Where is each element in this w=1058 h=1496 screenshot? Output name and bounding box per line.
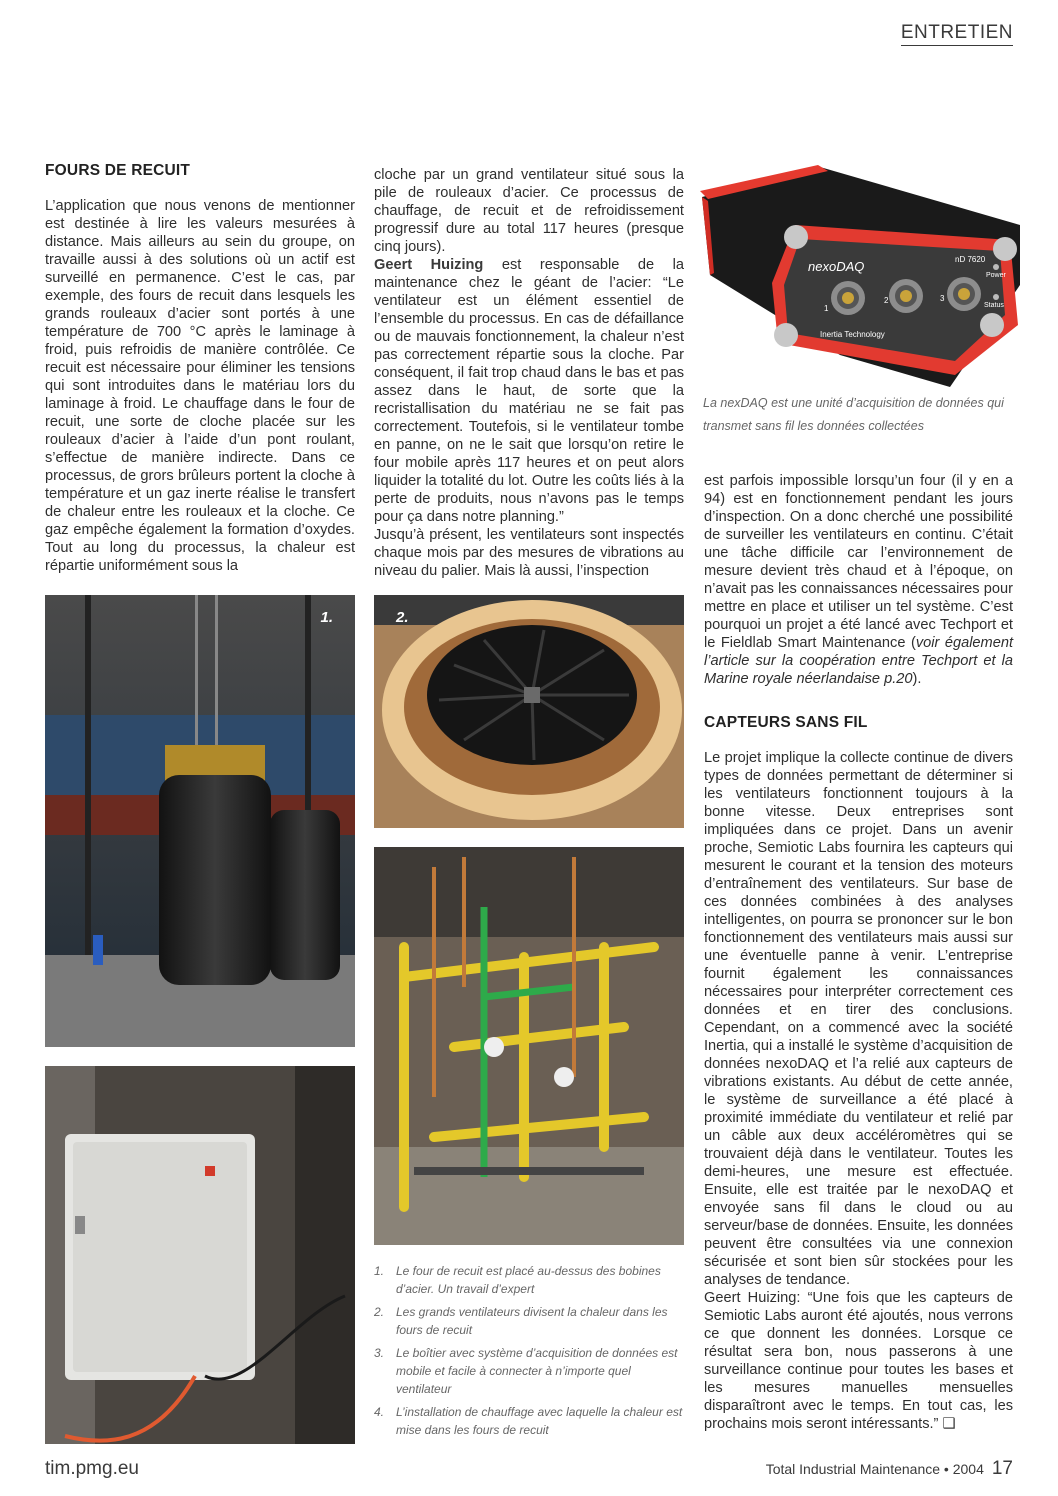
col3-p1-end: ). (912, 671, 922, 687)
caption-4-number: 4. (374, 1405, 385, 1419)
photo-heating-installation (374, 847, 684, 1245)
acquisition-box-illustration (45, 1066, 355, 1444)
heading-capteurs-sans-fil: CAPTEURS SANS FIL (704, 714, 868, 731)
magazine-name: Total Industrial Maintenance • 2004 (765, 1461, 984, 1477)
section-tag: ENTRETIEN (901, 22, 1013, 46)
caption-3-number: 3. (374, 1346, 385, 1360)
channel-2-label: 2 (884, 296, 889, 305)
annealing-furnace-illustration (45, 595, 355, 1047)
heating-installation-illustration (374, 847, 684, 1245)
col1-paragraph: L’application que nous venons de mentionner est destinée à lire les valeurs mesurées à distance. Mais ailleurs au sein du groupe, on travaille aussi à des solutions où un actif est surveillé en permanence. C’est le cas, par exemple, des fours de recuit dans lesquels les grands rouleaux d’acier sont portés à une température de 700 °C après le laminage à froid, puis refroidis de manière contrôlée. Ce recuit est nécessaire pour éliminer les tensions qui sont introduites dans le matériau lors du laminage à froid. Le chauffage dans le four de recuit, une sorte de cloche placée sur les rouleaux d’acier à l’aide d’un pont roulant, s’effectue de manière indirecte. Dans ce processus, de grors brûleurs portent la cloche à température et un gaz inerte réalise le transfert de chaleur entre les rouleaux et la cloche. Ce gaz empêche également la formation d’oxydes. Tout au long du processus, la chaleur est répartie uniformément sous la (45, 198, 355, 574)
photo-annealing-furnace (45, 595, 355, 1047)
heading-fours-de-recuit: FOURS DE RECUIT (45, 162, 191, 179)
col3-paragraph-1 (704, 472, 1013, 688)
device-model-label: nD 7620 (955, 255, 986, 264)
col2-paragraph-2-text: est responsable de la maintenance chez le géant de l’acier: “Le ventilateur est un élément essentiel de l’ensemble du processus. En cas de défaillance ou de mauvais fonctionnement, la chaleur n’est pas correctement répartie sous la cloche. Par conséquent, il fait trop chaud dans le bas et pas assez dans le haut, de sorte que la recristallisation du matériau ne se fait pas correctement. Toutefois, si le ventilateur tombe en panne, on ne le sait que lorsqu’on retire le four mobile après 117 heures et on peut alors liquider la totalité du lot. Outre les coûts liés à la perte de produits, nous n’avons pas le temps pour ça dans notre planning.” (374, 257, 684, 525)
photo-number-1: 1. (320, 609, 333, 626)
channel-1-label: 1 (824, 304, 829, 313)
caption-2-number: 2. (374, 1305, 385, 1319)
caption-1 (374, 1262, 686, 1298)
page-number: 17 (991, 1458, 1013, 1479)
caption-2-text: Les grands ventilateurs divisent la chaleur dans les fours de recuit (396, 1305, 668, 1337)
caption-3-text: Le boîtier avec système d’acquisition de données est mobile et facile à connecter à n’importe quel ventilateur (396, 1346, 678, 1396)
nexodaq-device-image (700, 165, 1020, 387)
caption-4-text: L’installation de chauffage avec laquelle la chaleur est mise dans les fours de recuit (396, 1405, 683, 1437)
device-power-label: Power (986, 272, 1006, 279)
column-1 (45, 162, 355, 575)
footer-publication (766, 1458, 1013, 1480)
col2-paragraph-1: cloche par un grand ventilateur situé sous la pile de rouleaux d’acier. Ce processus de chauffage, de recuit et de refroidissement progressif dure au total 117 heures (presque cinq jours). (374, 167, 684, 255)
column-3 (704, 472, 1013, 1433)
caption-2 (374, 1303, 686, 1339)
col3-p1-italic: voir également l’article sur la coopération entre Techport et la Marine royale néerlandaise p.20 (704, 635, 1013, 687)
col3-p1-text: est parfois impossible lorsqu’un four (il y en a 94) est en fonctionnement pendant les jours d’inspection. On a donc cherché une possibilité de surveiller les ventilateurs en continu. C’était une tâche difficile car l’environnement de mesure devient très chaud et à l’époque, on n’avait pas les connaissances nécessaires pour mettre en place et utiliser un tel système. C’est pourquoi un projet a été lancé avec Techport et le Fieldlab Smart Maintenance ( (704, 473, 1013, 651)
column-2 (374, 166, 684, 580)
channel-3-label: 3 (940, 294, 945, 303)
col3-paragraph-3 (704, 1289, 1013, 1433)
footer-website-link[interactable]: tim.pmg.eu (45, 1458, 139, 1479)
device-status-label: Status (984, 302, 1004, 309)
photo-acquisition-box (45, 1066, 355, 1444)
fan-illustration (374, 595, 684, 828)
end-mark-icon: ❑ (942, 1416, 956, 1432)
device-brand-label: nexoDAQ (808, 259, 865, 274)
device-maker-label: Inertia Technology (820, 330, 885, 339)
nexodaq-device-illustration (700, 165, 1020, 387)
col2-paragraph-3: Jusqu’à présent, les ventilateurs sont inspectés chaque mois par des mesures de vibrations au niveau du palier. Mais là aussi, l’inspection (374, 527, 684, 579)
caption-4 (374, 1403, 686, 1439)
photo-captions (374, 1262, 686, 1444)
caption-1-text: Le four de recuit est placé au-dessus des bobines d’acier. Un travail d’expert (396, 1264, 661, 1296)
col2-paragraph-2 (374, 256, 684, 526)
photo-number-2: 2. (396, 609, 409, 626)
device-caption: La nexDAQ est une unité d’acquisition de données qui transmet sans fil les données collectées (703, 396, 1004, 433)
speaker-name: Geert Huizing (374, 257, 484, 273)
photo-fan (374, 595, 684, 828)
caption-1-number: 1. (374, 1264, 385, 1278)
col3-p3-text: Geert Huizing: “Une fois que les capteurs de Semiotic Labs auront été ajoutés, nous verrons ce que donnent les données. Lorsque ce résultat sera bon, nous passerons à une surveillance continue pour toutes les bases et les mesures manuelles mensuelles disparaîtront avec le temps. En tout cas, les prochains mois seront intéressants.” (704, 1290, 1013, 1432)
caption-3 (374, 1344, 686, 1398)
col3-paragraph-2: Le projet implique la collecte continue de divers types de données permettant de déterminer si les ventilateurs fonctionnent toujours à la bonne vitesse. Deux entreprises sont impliquées dans ce projet. Dans un avenir proche, Semiotic Labs fournira les capteurs qui mesurent le courant et la tension des moteurs d’entraînement des ventilateurs. Sur base de ces données combinées à des analyses intelligentes, on pourra se prononcer sur le bon fonctionnement des ventilateurs mais aussi sur une éventuelle panne à venir. L’entreprise fournit également les connaissances nécessaires pour interpréter correctement ces données et en tirer des conclusions. Cependant, on a commencé avec la société Inertia, qui a installé le système d’acquisition de données nexoDAQ et l’a relié aux capteurs de vibrations existants. Au début de cette année, le système de surveillance a été placé à proximité immédiate du ventilateur et relié par un câble aux deux accéléromètres qui se trouvaient déjà dans le ventilateur. Toutes les demi-heures, une mesure est effectuée. Ensuite, elle est traitée par le nexoDAQ et envoyée sans fil dans le cloud ou au serveur/base de données. Ensuite, les données peuvent être consultées via une connexion sécurisée et sont bien sûr stockées pour les analyses de tendance. (704, 750, 1013, 1288)
